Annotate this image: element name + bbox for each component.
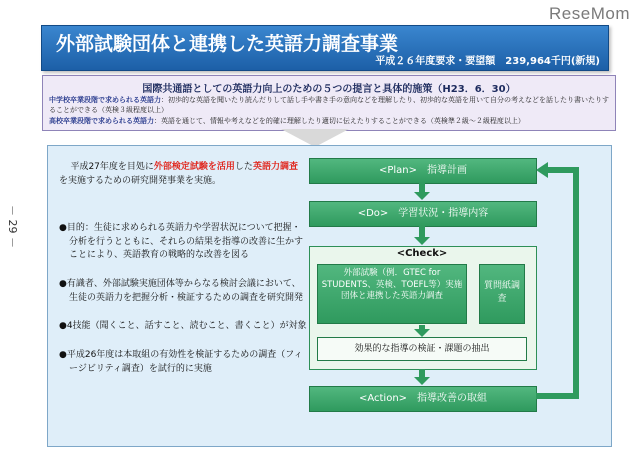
policy-title: 国際共通語としての英語力向上のための５つの提言と具体的施策（H23．6．30） bbox=[142, 84, 516, 95]
verification-box: 効果的な指導の検証・課題の抽出 bbox=[317, 337, 527, 361]
do-step: <Do> 学習状況・指導内容 bbox=[309, 201, 537, 227]
questionnaire-survey: 質問紙調査 bbox=[479, 264, 525, 324]
intro-post: を実施するための研究開発事業を実施。 bbox=[59, 176, 222, 186]
page-number: － 29 － bbox=[6, 205, 19, 248]
down-arrow-icon bbox=[414, 237, 430, 245]
intro-highlight-survey: 英語力調査 bbox=[252, 162, 298, 172]
down-arrow-icon bbox=[414, 192, 430, 200]
page-title: 外部試験団体と連携した英語力調査事業 bbox=[56, 33, 399, 55]
senior-text: ：英語を通じて、情報や考えなどを的確に理解したり適切に伝えたりすることができる（英検準２級～２級程度以上） bbox=[154, 117, 525, 125]
bullet-feasibility: ●平成26年度は本取組の有効性を検証するための調査（フィージビリティ調査）を試行的に実施 bbox=[59, 350, 303, 374]
intro-highlight-external-test: 外部検定試験を活用 bbox=[153, 162, 235, 172]
cycle-arrow-icon bbox=[530, 160, 590, 405]
plan-step: <Plan> 指導計画 bbox=[309, 158, 537, 184]
senior-label: 高校卒業段階で求められる英語力 bbox=[49, 117, 154, 125]
intro-text bbox=[59, 160, 299, 188]
external-test-survey: 外部試験（例．GTEC for STUDENTS、英検、TOEFL等）実施団体と連携した英語力調査 bbox=[317, 264, 467, 324]
intro-mid: した bbox=[234, 162, 253, 172]
policy-box bbox=[42, 75, 616, 131]
title-banner bbox=[41, 25, 609, 71]
project-description bbox=[59, 160, 307, 400]
junior-text: ：初歩的な英語を聞いたり読んだりして話し手や書き手の意向などを理解したり、初歩的な英語を用いて自分の考えなどを話したり書いたりすることができる（英検３級程度以上） bbox=[49, 96, 609, 114]
junior-requirement bbox=[49, 95, 609, 115]
bullet-committee: ●有識者、外部試験実施団体等からなる検討会議において、生徒の英語力を把握分析・検証するための調査を研究開発 bbox=[59, 279, 304, 303]
junior-label: 中学校卒業段階で求められる英語力 bbox=[49, 96, 161, 104]
bullet-four-skills: ●4技能（聞くこと、話すこと、読むこと、書くこと）が対象 bbox=[59, 321, 307, 331]
senior-requirement bbox=[49, 116, 609, 126]
check-label: <Check> bbox=[396, 248, 448, 259]
down-arrow-icon bbox=[414, 377, 430, 385]
action-step: <Action> 指導改善の取組 bbox=[309, 386, 537, 412]
intro-pre: 平成27年度を目処に bbox=[70, 162, 154, 172]
budget-amount: 平成２６年度要求・要望額 239,964千円(新規) bbox=[375, 56, 600, 67]
down-arrow-icon bbox=[414, 329, 430, 337]
watermark-logo: ReseMom bbox=[549, 4, 630, 23]
bullet-purpose: ●目的：生徒に求められる英語力や学習状況について把握・分析を行うとともに、それらの結果を指導の改善に生かすことにより、英語教育の戦略的な改善を図る bbox=[59, 223, 304, 260]
